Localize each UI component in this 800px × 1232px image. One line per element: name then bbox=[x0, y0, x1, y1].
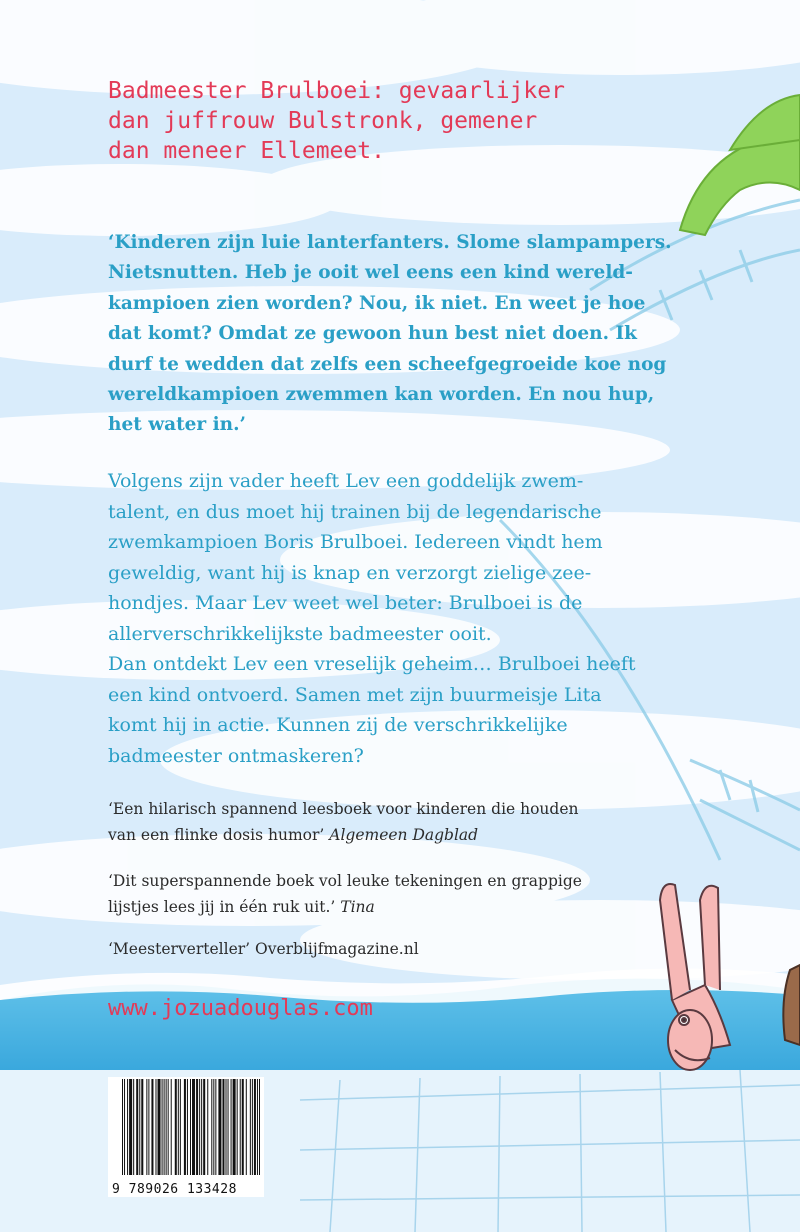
barcode-bar bbox=[233, 1079, 236, 1175]
headline-line: dan juffrouw Bulstronk, gemener bbox=[108, 108, 538, 134]
barcode bbox=[108, 1077, 264, 1197]
headline bbox=[108, 76, 668, 166]
review-text: lijstjes lees jij in één ruk uit.’ bbox=[108, 898, 341, 916]
barcode-bar bbox=[164, 1079, 165, 1175]
barcode-bar bbox=[231, 1079, 232, 1175]
quote-line: kampioen zien worden? Nou, ik niet. En weet je hoe bbox=[108, 292, 646, 314]
barcode-bar bbox=[218, 1079, 221, 1175]
barcode-bar bbox=[133, 1079, 134, 1175]
barcode-bar bbox=[124, 1079, 125, 1175]
quote-line: dat komt? Omdat ze gewoon hun best niet doen. Ik bbox=[108, 323, 637, 345]
barcode-bar bbox=[187, 1079, 188, 1175]
blurb-line: allerverschrikkelijkste badmeester ooit. bbox=[108, 622, 492, 645]
quote-line: het water in.’ bbox=[108, 414, 246, 436]
barcode-bar bbox=[226, 1079, 227, 1175]
review-line bbox=[108, 822, 728, 848]
quote-line: durf te wedden dat zelfs een scheefgegroeide koe nog bbox=[108, 353, 667, 375]
barcode-bar bbox=[171, 1079, 172, 1175]
barcode-bar bbox=[211, 1079, 212, 1175]
barcode-bar bbox=[222, 1079, 224, 1175]
review-source: Tina bbox=[340, 898, 375, 916]
quote-line: Nietsnutten. Heb je ooit wel eens een kind wereld- bbox=[108, 262, 633, 284]
blurb-line: komt hij in actie. Kunnen zij de verschrikkelijke bbox=[108, 714, 568, 736]
barcode-bar bbox=[168, 1079, 169, 1175]
blurb-line: een kind ontvoerd. Samen met zijn buurmeisje Lita bbox=[108, 683, 602, 706]
barcode-bars bbox=[108, 1077, 264, 1179]
blurb-line: talent, en dus moet hij trainen bij de legendarische bbox=[108, 500, 602, 523]
blurb-line: geweldig, want hij is knap en verzorgt zielige zee- bbox=[108, 561, 592, 584]
barcode-bar bbox=[215, 1079, 216, 1175]
headline-line: Badmeester Brulboei: gevaarlijker bbox=[108, 78, 565, 104]
villain-quote bbox=[108, 228, 748, 441]
blurb-line: Dan ontdekt Lev een vreselijk geheim… Brulboei heeft bbox=[108, 653, 636, 675]
barcode-bar bbox=[254, 1079, 256, 1175]
barcode-bar bbox=[146, 1079, 147, 1175]
barcode-bar bbox=[155, 1079, 156, 1175]
barcode-bar bbox=[139, 1079, 140, 1175]
barcode-bar bbox=[190, 1079, 191, 1175]
barcode-bar bbox=[207, 1079, 208, 1175]
barcode-bar bbox=[213, 1079, 214, 1175]
review-line bbox=[108, 894, 728, 920]
barcode-bar bbox=[192, 1079, 195, 1175]
barcode-bar bbox=[184, 1079, 186, 1175]
quote-line: ‘Kinderen zijn luie lanterfanters. Slome slampampers. bbox=[108, 232, 672, 253]
blurb-line: badmeester ontmaskeren? bbox=[108, 744, 364, 767]
review-source: Algemeen Dagblad bbox=[329, 826, 479, 844]
barcode-bar bbox=[228, 1079, 229, 1175]
barcode-bar bbox=[242, 1079, 244, 1175]
blurb-line: Volgens zijn vader heeft Lev een goddelijk zwem- bbox=[108, 470, 584, 492]
quote-line: wereldkampioen zwemmen kan worden. En nou hup, bbox=[108, 384, 655, 406]
barcode-bar bbox=[252, 1079, 253, 1175]
review-line: ‘Dit superspannende boek vol leuke tekeningen en grappige bbox=[108, 872, 582, 890]
barcode-bar bbox=[196, 1079, 198, 1175]
review-line: ‘Meesterverteller’ Overblijfmagazine.nl bbox=[108, 940, 419, 958]
barcode-bar bbox=[151, 1079, 153, 1175]
barcode-bar bbox=[250, 1079, 251, 1175]
review-tina bbox=[108, 868, 728, 920]
barcode-bar bbox=[199, 1079, 200, 1175]
review-line: ‘Een hilarisch spannend leesboek voor kinderen die houden bbox=[108, 800, 579, 818]
barcode-bar bbox=[122, 1079, 123, 1175]
barcode-bar bbox=[136, 1079, 138, 1175]
barcode-bar bbox=[175, 1079, 177, 1175]
blurb-line: zwemkampioen Boris Brulboei. Iedereen vindt hem bbox=[108, 531, 603, 553]
isbn-number: 9 789026 133428 bbox=[112, 1182, 237, 1197]
barcode-bar bbox=[203, 1079, 205, 1175]
barcode-bar bbox=[237, 1079, 238, 1175]
barcode-bar bbox=[178, 1079, 179, 1175]
barcode-bar bbox=[127, 1079, 128, 1175]
headline-line: dan meneer Ellemeet. bbox=[108, 138, 385, 164]
review-text: van een flinke dosis humor’ bbox=[108, 826, 330, 844]
barcode-bar bbox=[246, 1079, 247, 1175]
barcode-bar bbox=[141, 1079, 143, 1175]
review-overblijfmagazine bbox=[108, 936, 728, 962]
barcode-bar bbox=[129, 1079, 132, 1175]
barcode-bar bbox=[166, 1079, 167, 1175]
review-algemeen-dagblad bbox=[108, 796, 728, 848]
barcode-bar bbox=[162, 1079, 163, 1175]
barcode-bar bbox=[257, 1079, 258, 1175]
barcode-bar bbox=[259, 1079, 260, 1175]
barcode-bar bbox=[240, 1079, 241, 1175]
blurb-text bbox=[108, 466, 758, 771]
barcode-bar bbox=[201, 1079, 202, 1175]
barcode-bar bbox=[180, 1079, 181, 1175]
barcode-bar bbox=[148, 1079, 149, 1175]
blurb-line: hondjes. Maar Lev weet wel beter: Brulboei is de bbox=[108, 592, 583, 614]
publisher-website[interactable]: www.jozuadouglas.com bbox=[108, 996, 373, 1021]
barcode-bar bbox=[158, 1079, 161, 1175]
